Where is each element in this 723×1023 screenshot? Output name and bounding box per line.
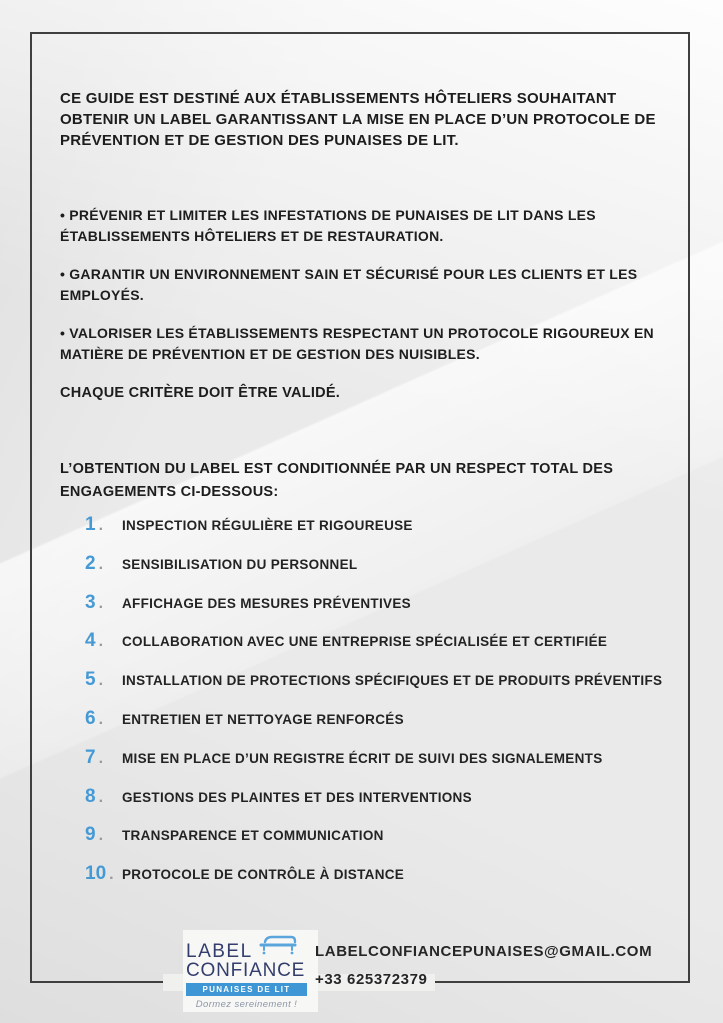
objectives-list	[60, 205, 710, 382]
engagement-number-wrap	[85, 592, 122, 614]
engagement-number: 4	[85, 630, 96, 652]
label-confiance-logo	[183, 930, 318, 1012]
logo-word-label: LABEL	[186, 941, 253, 962]
engagement-label: INSPECTION RÉGULIÈRE ET RIGOUREUSE	[122, 518, 413, 533]
engagement-number-period: .	[98, 594, 104, 612]
engagement-number-wrap	[85, 630, 122, 652]
engagement-number-wrap	[85, 786, 122, 808]
engagement-number: 7	[85, 746, 96, 768]
engagements-list	[85, 514, 665, 902]
engagement-number: 8	[85, 785, 96, 807]
criteria-note: CHAQUE CRITÈRE DOIT ÊTRE VALIDÉ.	[60, 385, 341, 401]
bed-icon	[258, 933, 298, 960]
engagement-label: SENSIBILISATION DU PERSONNEL	[122, 556, 358, 572]
engagement-number-period: .	[109, 866, 114, 884]
engagement-number-wrap	[85, 747, 122, 769]
contact-phone-link[interactable]: +33 625372379	[315, 971, 428, 988]
engagement-item	[85, 824, 665, 863]
engagement-number-period: .	[98, 555, 104, 573]
engagement-item	[85, 553, 665, 592]
contact-email-link[interactable]: LABELCONFIANCEPUNAISES@GMAIL.COM	[315, 943, 653, 960]
intro-paragraph: CE GUIDE EST DESTINÉ AUX ÉTABLISSEMENTS HÔTELIERS SOUHAITANT OBTENIR UN LABEL GARANTISSANT LA MISE EN PLACE D’UN PROTOCOLE DE PRÉVENTION ET DE GESTION DES PUNAISES DE LIT.	[60, 90, 656, 149]
engagement-label: MISE EN PLACE D’UN REGISTRE ÉCRIT DE SUIVI DES SIGNALEMENTS	[122, 750, 603, 766]
engagement-label: TRANSPARENCE ET COMMUNICATION	[122, 828, 384, 844]
engagement-item	[85, 630, 665, 669]
engagement-number: 6	[85, 707, 96, 729]
engagement-label: GESTIONS DES PLAINTES ET DES INTERVENTIONS	[122, 789, 472, 805]
engagement-number: 2	[85, 552, 96, 574]
condition-heading: L’OBTENTION DU LABEL EST CONDITIONNÉE PAR UN RESPECT TOTAL DES ENGAGEMENTS CI-DESSOUS:	[60, 461, 614, 500]
engagement-item	[85, 708, 665, 747]
engagement-number-period: .	[98, 517, 104, 534]
engagement-label: PROTOCOLE DE CONTRÔLE À DISTANCE	[122, 867, 405, 883]
engagement-label: INSTALLATION DE PROTECTIONS SPÉCIFIQUES ET DE PRODUITS PRÉVENTIFS	[122, 673, 663, 689]
engagement-number: 5	[85, 669, 96, 691]
objective-item: • VALORISER LES ÉTABLISSEMENTS RESPECTANT UN PROTOCOLE RIGOUREUX EN MATIÈRE DE PRÉVENTION ET DE GESTION DES NUISIBLES.	[60, 325, 654, 362]
logo-banner: PUNAISES DE LIT	[186, 983, 307, 996]
engagement-number-period: .	[98, 827, 104, 845]
engagement-number-wrap	[85, 708, 122, 730]
engagement-number-period: .	[98, 633, 104, 651]
engagement-label: COLLABORATION AVEC UNE ENTREPRISE SPÉCIALISÉE ET CERTIFIÉE	[122, 634, 608, 650]
engagement-number-period: .	[98, 749, 104, 767]
engagement-number-wrap	[85, 553, 122, 575]
engagement-number-period: .	[98, 788, 104, 806]
engagement-number-period: .	[98, 672, 104, 690]
engagement-number-wrap	[85, 863, 122, 885]
engagement-item	[85, 669, 665, 708]
logo-word-confiance: CONFIANCE	[186, 960, 306, 981]
engagement-item	[85, 592, 665, 631]
engagement-number: 9	[85, 824, 96, 846]
engagement-number: 3	[85, 591, 96, 613]
engagement-number: 1	[85, 514, 96, 535]
engagement-label: ENTRETIEN ET NETTOYAGE RENFORCÉS	[122, 711, 404, 727]
engagement-number: 10	[85, 863, 107, 885]
engagement-item	[85, 863, 665, 902]
engagement-number-wrap	[85, 514, 122, 536]
engagement-item	[85, 747, 665, 786]
engagement-number-wrap	[85, 824, 122, 846]
objective-item: • GARANTIR UN ENVIRONNEMENT SAIN ET SÉCURISÉ POUR LES CLIENTS ET LES EMPLOYÉS.	[60, 266, 638, 303]
logo-row	[186, 933, 316, 961]
engagement-label: AFFICHAGE DES MESURES PRÉVENTIVES	[122, 595, 411, 611]
engagement-number-wrap	[85, 669, 122, 691]
logo-tagline: Dormez sereinement !	[195, 999, 298, 1010]
engagement-item	[85, 514, 665, 553]
engagement-number-period: .	[98, 710, 104, 728]
engagement-item	[85, 786, 665, 825]
objective-item: • PRÉVENIR ET LIMITER LES INFESTATIONS DE PUNAISES DE LIT DANS LES ÉTABLISSEMENTS HÔTELIERS ET DE RESTAURATION.	[60, 207, 596, 244]
